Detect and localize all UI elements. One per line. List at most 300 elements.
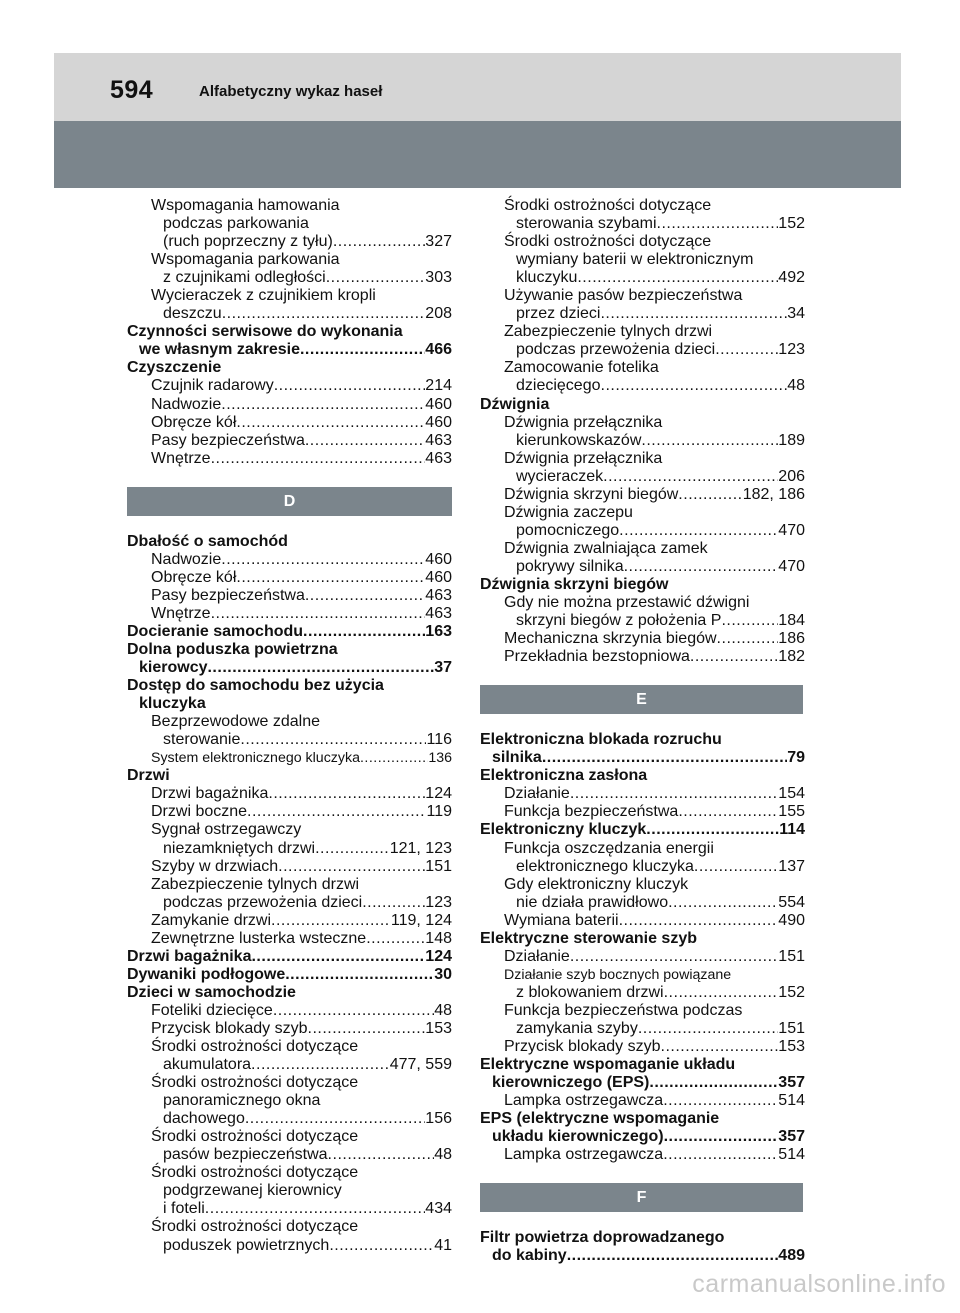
entry-text: Środki ostrożności dotyczące [151, 1074, 359, 1092]
entry-text: kierowniczego (EPS) [492, 1074, 650, 1092]
entry-text: niezamkniętych drzwi [163, 839, 316, 857]
entry-text: Środki ostrożności dotyczące [504, 233, 712, 251]
page-reference: 79 [787, 749, 805, 767]
dot-leader [678, 486, 742, 504]
page-reference: 463 [425, 604, 452, 622]
page-reference: 554 [778, 893, 805, 911]
index-entry [480, 930, 805, 948]
index-subentry [480, 785, 805, 803]
page-reference: 189 [778, 431, 805, 449]
index-subentry [480, 948, 805, 966]
page-title: Alfabetyczny wykaz haseł [199, 83, 383, 100]
dot-leader [240, 731, 426, 749]
page-reference: 151 [778, 947, 805, 965]
index-subentry [480, 414, 805, 432]
index-subentry [127, 450, 452, 468]
dot-leader [315, 840, 390, 858]
page-reference: 123 [778, 341, 805, 359]
page-reference: 151 [778, 1019, 805, 1037]
dot-leader [305, 432, 425, 450]
page-reference: 41 [434, 1236, 452, 1254]
dot-leader [668, 894, 778, 912]
index-subentry [480, 269, 805, 287]
page-reference: 119, 124 [390, 911, 452, 929]
dot-leader [678, 803, 778, 821]
dot-leader [251, 1056, 390, 1074]
dot-leader [641, 432, 778, 450]
entry-text: Dźwignia przełącznika [504, 413, 663, 431]
index-entry [480, 821, 805, 839]
entry-text: Środki ostrożności dotyczące [151, 1164, 359, 1182]
index-subentry [127, 1038, 452, 1056]
dot-leader [285, 966, 434, 984]
entry-text: deszczu [163, 305, 222, 323]
entry-text: Elektroniczna zasłona [480, 767, 648, 785]
index-entry [480, 1056, 805, 1074]
page-reference: 137 [778, 857, 805, 875]
page-reference: 470 [778, 521, 805, 539]
dot-leader [245, 1110, 425, 1128]
entry-text: Drzwi boczne [151, 803, 248, 821]
page-reference: 119 [426, 803, 452, 821]
entry-text: Dywaniki podłogowe [127, 965, 286, 983]
index-entry [480, 749, 805, 767]
entry-text: Zewnętrzne lusterka wsteczne [151, 929, 367, 947]
entry-text: Dźwignia zwalniająca zamek [504, 539, 708, 557]
index-subentry [127, 1074, 452, 1092]
page-reference: 30 [434, 965, 452, 983]
dot-leader [721, 612, 778, 630]
entry-text: Nadwozie [151, 395, 222, 413]
index-subentry [480, 648, 805, 666]
entry-text: Pasy bezpieczeństwa [151, 586, 305, 604]
index-subentry [480, 558, 805, 576]
entry-text: skrzyni biegów z położenia P [516, 612, 722, 630]
dot-leader [603, 468, 778, 486]
entry-text: i foteli [163, 1200, 205, 1218]
index-subentry [127, 1092, 452, 1110]
dot-leader [664, 984, 779, 1002]
dot-leader [329, 1237, 434, 1255]
index-entry [480, 767, 805, 785]
index-subentry [480, 323, 805, 341]
page-reference: 48 [434, 1001, 452, 1019]
entry-text: pomocniczego [516, 521, 620, 539]
entry-text: Wycieraczek z czujnikiem kropli [151, 287, 376, 305]
index-subentry [480, 233, 805, 251]
entry-text: Czyszczenie [127, 359, 222, 377]
index-subentry [127, 605, 452, 623]
index-subentry [127, 876, 452, 894]
page-reference: 477, 559 [389, 1056, 452, 1074]
index-subentry [480, 1146, 805, 1164]
entry-text: Czynności serwisowe do wykonania [127, 323, 403, 341]
index-subentry [480, 504, 805, 522]
entry-text: Drzwi [127, 767, 170, 785]
entry-text: podczas parkowania [163, 215, 309, 233]
section-letter: E [480, 685, 803, 714]
entry-text: panoramicznego okna [163, 1092, 321, 1110]
index-entry [127, 623, 452, 641]
entry-text: elektronicznego kluczyka [516, 857, 694, 875]
page-number: 594 [110, 76, 154, 104]
entry-text: Zabezpieczenie tylnych drzwi [151, 875, 360, 893]
dot-leader [646, 821, 779, 839]
index-entry [480, 1074, 805, 1092]
index-subentry [127, 414, 452, 432]
index-subentry [480, 197, 805, 215]
entry-text: Dolna poduszka powietrzna [127, 640, 338, 658]
index-entry [127, 677, 452, 695]
page-reference: 489 [778, 1247, 805, 1265]
entry-text: Elektryczne wspomaganie układu [480, 1056, 736, 1074]
index-entry [127, 966, 452, 984]
entry-text: Środki ostrożności dotyczące [151, 1218, 359, 1236]
dot-leader [326, 269, 426, 287]
index-subentry [127, 858, 452, 876]
page-reference: 123 [425, 893, 452, 911]
page-reference: 327 [425, 233, 452, 251]
index-entry [127, 641, 452, 659]
entry-text: z czujnikami odległości [163, 269, 326, 287]
entry-text: we własnym zakresie [139, 341, 300, 359]
dot-leader [570, 948, 778, 966]
page-reference: 124 [425, 947, 452, 965]
index-entry [127, 341, 452, 359]
page-reference: 152 [778, 983, 805, 1001]
index-subentry [480, 215, 805, 233]
page-reference: 156 [425, 1110, 452, 1128]
entry-text: Działanie [504, 947, 570, 965]
page-reference: 182 [778, 648, 805, 666]
dot-leader [663, 1146, 778, 1164]
entry-text: Funkcja bezpieczeństwa [504, 803, 679, 821]
entry-text: Lampka ostrzegawcza [504, 1146, 664, 1164]
entry-text: kierunkowskazów [516, 431, 642, 449]
header-bar [54, 53, 901, 121]
index-subentry [127, 1020, 452, 1038]
entry-text: Czujnik radarowy [151, 377, 274, 395]
index-entry [480, 396, 805, 414]
dot-leader [222, 305, 426, 323]
page-reference: 34 [787, 305, 805, 323]
entry-text: Dźwignia [480, 395, 550, 413]
dot-leader [236, 569, 425, 587]
entry-text: Wspomagania hamowania [151, 197, 340, 214]
index-subentry [127, 197, 452, 215]
index-entry [480, 1247, 805, 1265]
entry-text: Foteliki dziecięce [151, 1001, 273, 1019]
page-reference: 116 [426, 731, 452, 749]
index-subentry [480, 966, 805, 984]
index-subentry [480, 1038, 805, 1056]
dot-leader [366, 930, 425, 948]
entry-text: zamykania szyby [516, 1019, 638, 1037]
index-subentry [127, 1056, 452, 1074]
dot-leader [271, 912, 391, 930]
entry-text: Dostęp do samochodu bez użycia [127, 677, 384, 695]
page-reference: 490 [778, 911, 805, 929]
dot-leader [221, 396, 425, 414]
index-entry [480, 1110, 805, 1128]
dot-leader [251, 948, 425, 966]
index-subentry [127, 840, 452, 858]
index-entry [480, 1229, 805, 1247]
entry-text: podczas przewożenia dzieci [516, 341, 716, 359]
index-subentry [127, 821, 452, 839]
page-reference: 303 [425, 269, 452, 287]
entry-text: wycieraczek [516, 467, 604, 485]
index-subentry [480, 840, 805, 858]
entry-text: Drzwi bagażnika [151, 785, 269, 803]
index-subentry [127, 785, 452, 803]
index-subentry [480, 359, 805, 377]
entry-text: Mechaniczna skrzynia biegów [504, 630, 717, 648]
index-entry [127, 767, 452, 785]
entry-text: Pasy bezpieczeństwa [151, 431, 305, 449]
entry-text: Wnętrze [151, 449, 211, 467]
index-subentry [127, 930, 452, 948]
dot-leader [205, 1200, 426, 1218]
entry-text: Działanie [504, 785, 570, 803]
entry-text: Środki ostrożności dotyczące [151, 1128, 359, 1146]
index-subentry [127, 215, 452, 233]
entry-text: Zabezpieczenie tylnych drzwi [504, 323, 713, 341]
entry-text: wymiany baterii w elektronicznym [516, 251, 754, 269]
dot-leader [690, 648, 778, 666]
page-reference: 37 [434, 659, 452, 677]
page-reference: 463 [425, 449, 452, 467]
entry-text: Wnętrze [151, 604, 211, 622]
index-subentry [480, 1002, 805, 1020]
index-entry [480, 731, 805, 749]
dot-leader [601, 377, 788, 395]
page-reference: 214 [425, 377, 452, 395]
entry-text: Funkcja bezpieczeństwa podczas [504, 1001, 743, 1019]
index-subentry [480, 984, 805, 1002]
index-subentry [480, 377, 805, 395]
index-subentry [127, 569, 452, 587]
page-reference: 136 [428, 750, 452, 767]
index-subentry [127, 894, 452, 912]
dot-leader [600, 305, 787, 323]
page-reference: 357 [778, 1128, 805, 1146]
index-subentry [127, 1218, 452, 1236]
index-subentry [127, 1128, 452, 1146]
dot-leader [577, 269, 778, 287]
dot-leader [308, 1020, 426, 1038]
entry-text: Zamocowanie fotelika [504, 359, 659, 377]
index-subentry [127, 432, 452, 450]
index-subentry [127, 1164, 452, 1182]
entry-text: dachowego [163, 1110, 245, 1128]
entry-text: kierowcy [139, 659, 208, 677]
dot-leader [305, 587, 425, 605]
index-subentry [480, 341, 805, 359]
page-reference: 148 [425, 929, 452, 947]
page-reference: 153 [778, 1038, 805, 1056]
entry-text: podczas przewożenia dzieci [163, 893, 363, 911]
dot-leader [207, 659, 434, 677]
index-subentry [480, 432, 805, 450]
index-subentry [127, 803, 452, 821]
page-reference: 151 [425, 857, 452, 875]
entry-text: Używanie pasów bezpieczeństwa [504, 287, 743, 305]
dot-leader [300, 341, 425, 359]
dot-leader [717, 630, 779, 648]
page-reference: 186 [778, 630, 805, 648]
dot-leader [362, 894, 425, 912]
entry-text: (ruch poprzeczny z tyłu) [163, 233, 333, 251]
index-entry [127, 533, 452, 551]
entry-text: Zamykanie drzwi [151, 911, 272, 929]
section-letter: D [127, 487, 452, 516]
entry-text: akumulatora [163, 1056, 252, 1074]
index-subentry [480, 912, 805, 930]
dot-leader [619, 912, 779, 930]
entry-text: Szyby w drzwiach [151, 857, 279, 875]
entry-text: Elektryczne sterowanie szyb [480, 929, 697, 947]
dot-leader [542, 749, 787, 767]
page-reference: 434 [425, 1200, 452, 1218]
entry-text: Gdy nie można przestawić dźwigni [504, 594, 750, 612]
dot-leader [303, 623, 425, 641]
dot-leader [211, 605, 426, 623]
entry-text: Dźwignia skrzyni biegów [504, 485, 679, 503]
dot-leader [624, 558, 779, 576]
entry-text: nie działa prawidłowo [516, 893, 669, 911]
index-entry [127, 359, 452, 377]
header-band [54, 121, 901, 188]
page-reference: 460 [425, 395, 452, 413]
index-subentry [127, 587, 452, 605]
entry-text: Obręcze kół [151, 413, 237, 431]
index-entry [480, 1128, 805, 1146]
entry-text: System elektronicznego kluczyka [151, 750, 360, 767]
entry-text: Filtr powietrza doprowadzanego [480, 1229, 725, 1247]
index-subentry [480, 468, 805, 486]
page-reference: 466 [425, 341, 452, 359]
entry-text: Przekładnia bezstopniowa [504, 648, 690, 666]
watermark: carmanualsonline.info [692, 1270, 946, 1298]
entry-text: do kabiny [492, 1247, 567, 1265]
dot-leader [661, 1038, 779, 1056]
index-subentry [127, 551, 452, 569]
index-entry [127, 695, 452, 713]
page-reference: 463 [425, 586, 452, 604]
entry-text: Sygnał ostrzegawczy [151, 821, 302, 839]
index-entry [127, 323, 452, 341]
index-subentry [127, 1182, 452, 1200]
entry-text: Obręcze kół [151, 568, 237, 586]
index-subentry [480, 876, 805, 894]
dot-leader [221, 551, 425, 569]
entry-text: Gdy elektroniczny kluczyk [504, 875, 689, 893]
page-reference: 154 [778, 785, 805, 803]
entry-text: przez dzieci [516, 305, 601, 323]
page-reference: 460 [425, 568, 452, 586]
entry-text: Przycisk blokady szyb [504, 1038, 661, 1056]
entry-text: Środki ostrożności dotyczące [504, 197, 712, 214]
dot-leader [649, 1074, 778, 1092]
page-reference: 48 [787, 377, 805, 395]
index-subentry [480, 486, 805, 504]
index-subentry [127, 251, 452, 269]
dot-leader [570, 785, 778, 803]
index-subentry [127, 1146, 452, 1164]
index-subentry [127, 1200, 452, 1218]
index-subentry [480, 450, 805, 468]
page-reference: 114 [779, 821, 805, 839]
entry-text: kluczyka [139, 695, 206, 713]
entry-text: Nadwozie [151, 550, 222, 568]
section-letter: F [480, 1183, 803, 1212]
index-subentry [480, 287, 805, 305]
entry-text: Lampka ostrzegawcza [504, 1092, 664, 1110]
entry-text: Dźwignia skrzyni biegów [480, 575, 669, 593]
index-subentry [127, 1237, 452, 1255]
index-subentry [480, 522, 805, 540]
dot-leader [567, 1247, 779, 1265]
index-subentry [480, 1020, 805, 1038]
index-entry [480, 576, 805, 594]
index-subentry [127, 233, 452, 251]
entry-text: Elektroniczny kluczyk [480, 821, 647, 839]
page-reference: 163 [425, 622, 452, 640]
index-subentry [127, 305, 452, 323]
dot-leader [274, 377, 426, 395]
entry-text: Wymiana baterii [504, 911, 619, 929]
index-subentry [480, 305, 805, 323]
index-entry [127, 948, 452, 966]
dot-leader [694, 858, 778, 876]
dot-leader [664, 1128, 779, 1146]
page-reference: 182, 186 [742, 485, 805, 503]
dot-leader [211, 450, 426, 468]
entry-text: pokrywy silnika [516, 557, 624, 575]
page-reference: 460 [425, 413, 452, 431]
dot-leader [638, 1020, 778, 1038]
entry-text: podgrzewanej kierownicy [163, 1182, 342, 1200]
page-reference: 184 [778, 612, 805, 630]
entry-text: Działanie szyb bocznych powiązane [504, 966, 732, 983]
entry-text: pasów bezpieczeństwa [163, 1146, 328, 1164]
page-reference: 152 [778, 215, 805, 233]
page-reference: 357 [778, 1074, 805, 1092]
page-reference: 460 [425, 550, 452, 568]
index-subentry [127, 731, 452, 749]
entry-text: Dźwignia zaczepu [504, 503, 633, 521]
index-column-left [127, 197, 452, 1255]
index-subentry [480, 251, 805, 269]
entry-text: Bezprzewodowe zdalne [151, 713, 320, 731]
page-reference: 514 [778, 1146, 805, 1164]
index-subentry [480, 1092, 805, 1110]
index-subentry [480, 612, 805, 630]
dot-leader [619, 522, 778, 540]
index-subentry [127, 749, 452, 767]
index-subentry [480, 630, 805, 648]
entry-text: Dzieci w samochodzie [127, 983, 296, 1001]
entry-text: Docieranie samochodu [127, 622, 304, 640]
entry-text: Funkcja oszczędzania energii [504, 839, 714, 857]
page-reference: 208 [425, 305, 452, 323]
dot-leader [663, 1092, 778, 1110]
page-reference: 514 [778, 1092, 805, 1110]
index-subentry [127, 269, 452, 287]
dot-leader [278, 858, 425, 876]
entry-text: Drzwi bagażnika [127, 947, 252, 965]
